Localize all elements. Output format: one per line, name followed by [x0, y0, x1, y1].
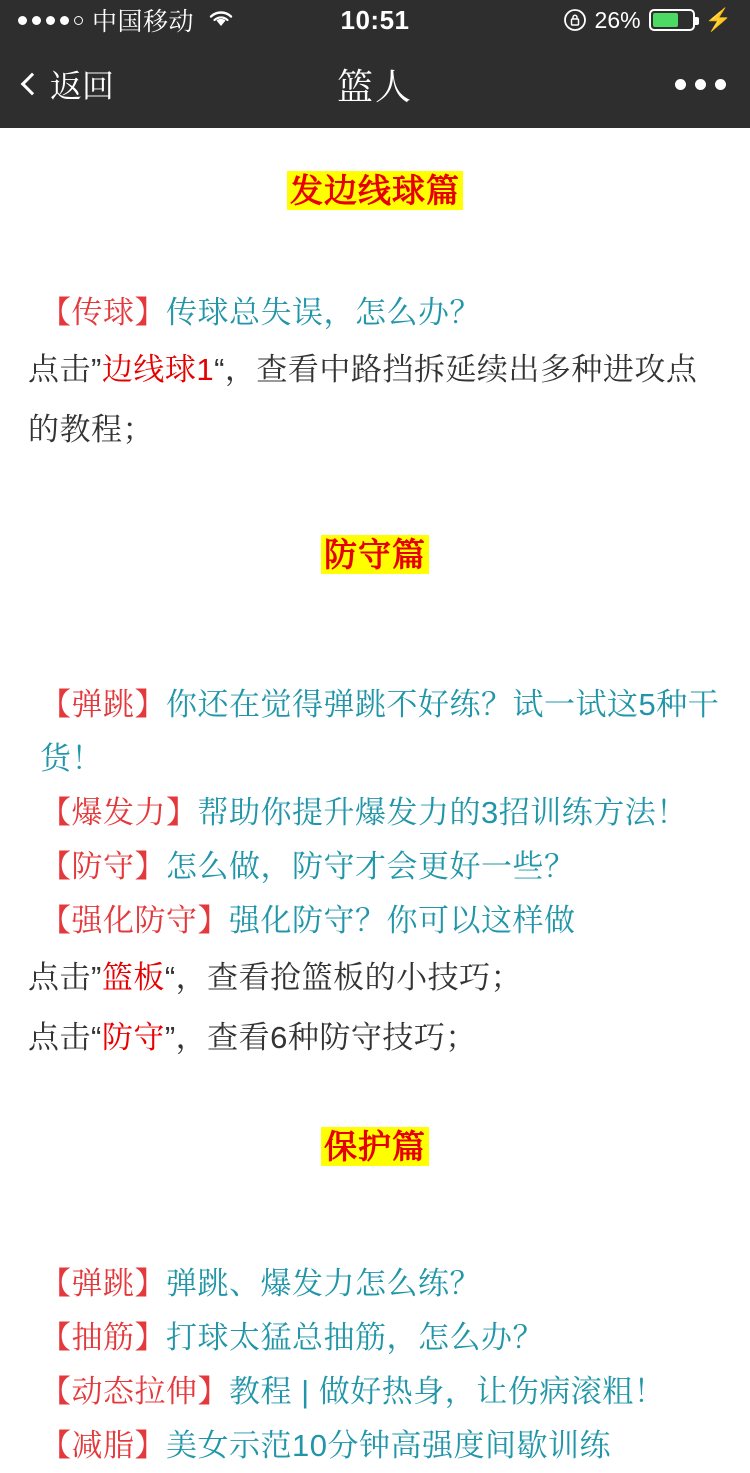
list-item-tag: 【动态拉伸】: [40, 1373, 229, 1409]
charging-bolt-icon: ⚡: [704, 7, 732, 32]
list-item-tag: 【防守】: [40, 849, 166, 885]
wifi-icon: [207, 6, 235, 35]
note-suffix: “，查看抢篮板的小技巧；: [164, 960, 523, 996]
list-item-text: 弹跳、爆发力怎么练？: [166, 1265, 481, 1301]
signal-strength-icon: [18, 16, 83, 25]
note-line: [28, 1008, 722, 1068]
list-item[interactable]: [28, 786, 722, 840]
note-link[interactable]: 防守: [101, 1020, 165, 1056]
chevron-left-icon: [21, 73, 44, 96]
battery-icon: [649, 9, 695, 31]
note-line: [28, 948, 722, 1008]
list-item[interactable]: [28, 1311, 722, 1365]
list-item-text: 强化防守？你可以这样做: [229, 903, 576, 939]
section-heading-text: 防守篇: [321, 535, 429, 574]
rotation-lock-icon: [563, 8, 587, 32]
list-item-tag: 【弹跳】: [40, 687, 166, 723]
list-item[interactable]: [28, 1257, 722, 1311]
list-item[interactable]: [28, 894, 722, 948]
note-prefix: 点击“: [28, 1020, 102, 1056]
list-item-tag: 【爆发力】: [40, 795, 198, 831]
list-item-text: 美女示范10分钟高强度间歇训练: [166, 1427, 611, 1463]
note-suffix: ”，查看6种防守技巧；: [164, 1020, 477, 1056]
more-dot-icon: [675, 79, 686, 90]
list-item-text: 帮助你提升爆发力的3招训练方法！: [197, 795, 688, 831]
carrier-label: 中国移动: [92, 8, 195, 36]
list-item[interactable]: [28, 1365, 722, 1419]
article-content: [0, 128, 750, 1473]
section-heading: [28, 1124, 722, 1170]
list-item[interactable]: [28, 1419, 722, 1473]
status-time: 10:51: [340, 4, 410, 35]
list-item-text: 你还在觉得弹跳不好练？试一试这5种干货！: [40, 687, 720, 777]
section-heading-text: 发边线球篇: [287, 171, 463, 210]
more-options-button[interactable]: [675, 79, 726, 90]
list-item-tag: 【弹跳】: [40, 1265, 166, 1301]
list-item-tag: 【强化防守】: [40, 903, 229, 939]
section-heading: [28, 168, 722, 214]
note-prefix: 点击”: [28, 352, 102, 388]
battery-percent-label: 26%: [594, 6, 641, 33]
note-line: [28, 340, 722, 460]
back-button[interactable]: [24, 61, 114, 107]
list-item[interactable]: [28, 678, 722, 786]
list-item-tag: 【抽筋】: [40, 1319, 166, 1355]
nav-bar: [0, 40, 750, 128]
list-item-text: 打球太猛总抽筋，怎么办？: [166, 1319, 544, 1355]
more-dot-icon: [715, 79, 726, 90]
status-bar: [0, 0, 750, 40]
list-item-text: 怎么做，防守才会更好一些？: [166, 849, 576, 885]
list-item[interactable]: [28, 286, 722, 340]
list-item-tag: 【减脂】: [40, 1427, 166, 1463]
section-heading: [28, 532, 722, 578]
status-left: [18, 2, 235, 38]
status-right: [563, 7, 732, 34]
list-item-tag: 【传球】: [40, 295, 166, 331]
page-title: 篮人: [336, 65, 413, 107]
list-item[interactable]: [28, 840, 722, 894]
note-link[interactable]: 篮板: [101, 960, 165, 996]
note-prefix: 点击”: [28, 960, 102, 996]
more-dot-icon: [695, 79, 706, 90]
note-link[interactable]: 边线球1: [101, 352, 215, 388]
list-item-text: 教程 | 做好热身，让伤病滚粗！: [229, 1373, 666, 1409]
back-label: 返回: [50, 68, 115, 104]
note-suffix: “，查看中路挡拆延续出多种进攻点的教程；: [28, 352, 698, 448]
section-heading-text: 保护篇: [321, 1127, 429, 1166]
list-item-text: 传球总失误，怎么办？: [166, 295, 481, 331]
